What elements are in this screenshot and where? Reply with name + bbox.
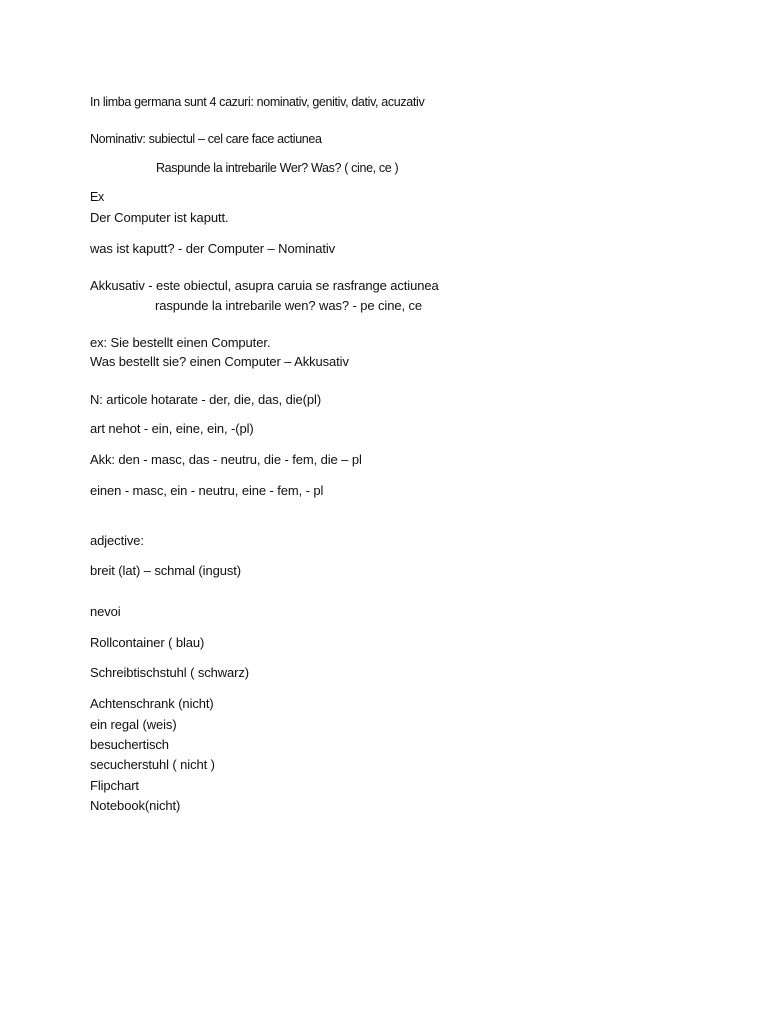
nominativ-definition: Nominativ: subiectul – cel care face actiunea (90, 132, 322, 146)
articles-indefinite: art nehot - ein, eine, ein, -(pl) (90, 421, 254, 436)
adjectives-item: breit (lat) – schmal (ingust) (90, 563, 241, 578)
needs-item: secucherstuhl ( nicht ) (90, 757, 215, 772)
needs-heading: nevoi (90, 604, 121, 619)
akkusativ-question: raspunde la intrebarile wen? was? - pe cine, ce (155, 298, 423, 313)
articles-akk-definite: Akk: den - masc, das - neutru, die - fem, die – pl (90, 452, 362, 467)
needs-item: Flipchart (90, 778, 139, 793)
needs-item: Achtenschrank (nicht) (90, 696, 214, 711)
example-label: Ex (90, 190, 104, 204)
adjectives-heading: adjective: (90, 533, 144, 548)
nominativ-example-sentence: Der Computer ist kaputt. (90, 210, 229, 225)
needs-item: ein regal (weis) (90, 717, 177, 732)
akkusativ-example-sentence: ex: Sie bestellt einen Computer. (90, 335, 271, 350)
needs-item: Schreibtischstuhl ( schwarz) (90, 665, 250, 680)
akkusativ-definition: Akkusativ - este obiectul, asupra caruia se rasfrange actiunea (90, 278, 439, 293)
needs-item: Rollcontainer ( blau) (90, 635, 205, 650)
akkusativ-example-question: Was bestellt sie? einen Computer – Akkusativ (90, 354, 349, 369)
needs-item: Notebook(nicht) (90, 798, 181, 813)
nominativ-question: Raspunde la intrebarile Wer? Was? ( cine, ce ) (156, 161, 399, 175)
articles-akk-indefinite: einen - masc, ein - neutru, eine - fem, - pl (90, 483, 324, 498)
intro-text: In limba germana sunt 4 cazuri: nominativ, genitiv, dativ, acuzativ (90, 95, 425, 109)
nominativ-example-question: was ist kaputt? - der Computer – Nominativ (90, 241, 336, 256)
needs-item: besuchertisch (90, 737, 169, 752)
articles-definite: N: articole hotarate - der, die, das, die(pl) (90, 392, 322, 407)
